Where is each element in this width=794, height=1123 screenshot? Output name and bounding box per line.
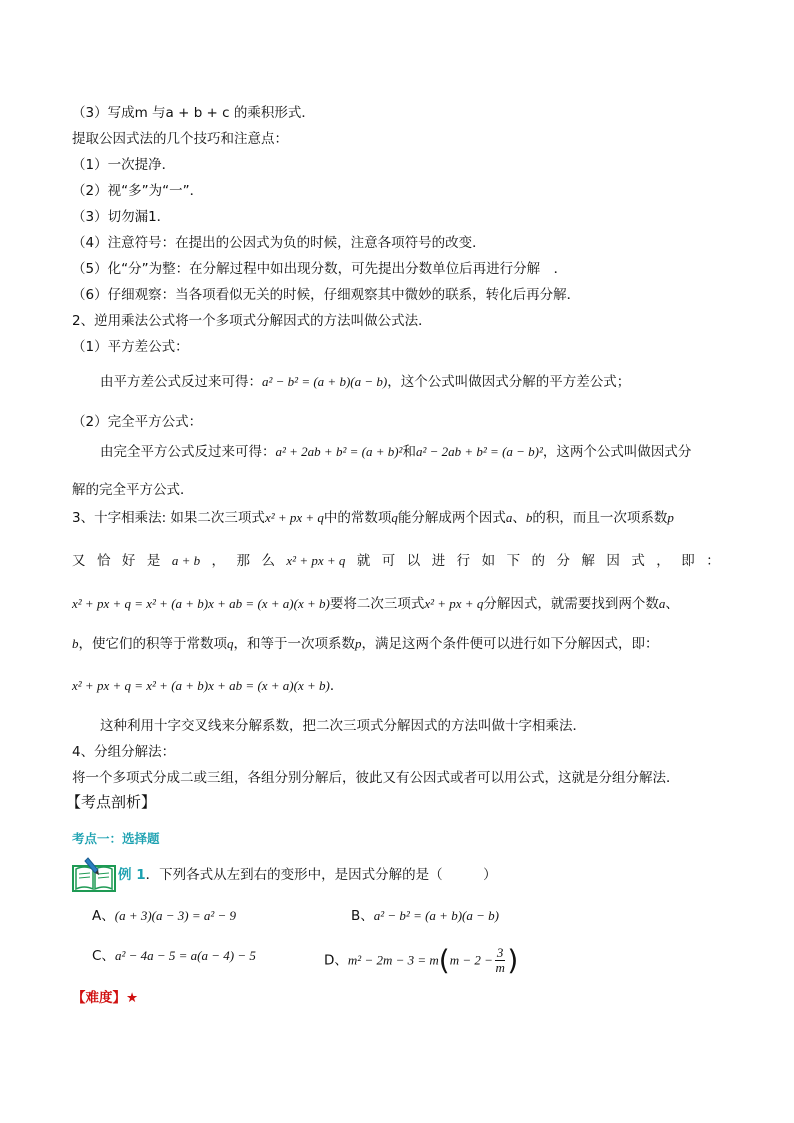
text-line: （4）注意符号：在提出的公因式为负的时候，注意各项符号的改变． [72, 235, 486, 251]
justified-token: 的 [531, 553, 546, 569]
justified-token: 因 [606, 553, 620, 569]
option-b: B、a² − b² = (a + b)(a − b) [351, 908, 499, 924]
justified-token: 行 [456, 553, 471, 569]
justified-token: 好 [121, 553, 136, 569]
subsection-heading: 考点一：选择题 [72, 831, 160, 846]
formula-line: x² + px + q = x² + (a + b)x + ab = (x + a)(x + b)． [72, 678, 344, 694]
star-rating: ★ [126, 990, 139, 1006]
justified-token: ， [656, 553, 670, 569]
justified-token: 么 [261, 553, 275, 569]
justified-token: 分 [556, 553, 570, 569]
formula-line: 由完全平方公式反过来可得：a² + 2ab + b² = (a + b)²和a² − 2ab + b² = (a − b)²，这两个公式叫做因式分 [100, 444, 692, 460]
book-pencil-icon [72, 856, 116, 892]
justified-line [72, 551, 720, 571]
fraction: $\frac{3}{m}$ [495, 945, 505, 975]
justified-token: 那 [236, 553, 250, 569]
justified-token: 式 [631, 553, 645, 569]
text-line: （6）仔细观察：当各项看似无关的时候，仔细观察其中微妙的联系，转化后再分解． [72, 287, 581, 303]
justified-token: 就 [356, 553, 371, 569]
justified-token: 是 [146, 553, 161, 569]
text-line: 将一个多项式分成二或三组，各组分别分解后，彼此又有公因式或者可以用公式，这就是分组分解法． [72, 770, 680, 786]
option-a: A、(a + 3)(a − 3) = a² − 9 [92, 908, 237, 924]
justified-token: 可 [381, 553, 396, 569]
justified-token: ， [211, 553, 226, 569]
text-line: 2、逆用乘法公式将一个多项式分解因式的方法叫做公式法． [72, 313, 432, 329]
justified-token: 恰 [96, 553, 111, 569]
text-line: 4、分组分解法： [72, 744, 176, 760]
text-line: （2）视“多”为“一”． [72, 183, 204, 199]
text-line: （2）完全平方公式： [72, 414, 203, 430]
justified-token: 进 [431, 553, 446, 569]
text-line: 解的完全平方公式． [72, 482, 194, 498]
formula-line: x² + px + q = x² + (a + b)x + ab = (x + a)(x + b)要将二次三项式x² + px + q分解因式，就需要找到两个数a、 [72, 596, 679, 612]
justified-token: 以 [406, 553, 421, 569]
justified-token: 又 [72, 553, 86, 569]
example-question: 例 1．下列各式从左到右的变形中，是因式分解的是（ ） [118, 867, 497, 883]
text-line: （3）切勿漏1． [72, 209, 171, 225]
justified-token: a + b [171, 553, 201, 568]
section-heading: 【考点剖析】 [66, 793, 157, 811]
option-d: D、m² − 2m − 3 = m(m − 2 − $\frac{3}{m}$ ) [324, 943, 519, 977]
justified-token: ： [706, 553, 720, 569]
text-line: （3）写成m 与a + b + c 的乘积形式． [72, 105, 315, 121]
formula-line: 由平方差公式反过来可得：a² − b² = (a + b)(a − b)，这个公式叫做因式分解的平方差公式； [100, 374, 631, 390]
justified-token: 如 [481, 553, 496, 569]
text-line: （5）化“分”为整：在分解过程中如出现分数，可先提出分数单位后再进行分解 ． [72, 261, 568, 277]
option-c: C、a² − 4a − 5 = a(a − 4) − 5 [92, 948, 256, 964]
text-line: 3、十字相乘法: 如果二次三项式x² + px + q中的常数项q能分解成两个因式a、b的积，而且一次项系数p [72, 510, 674, 526]
text-line: 这种利用十字交叉线来分解系数，把二次三项式分解因式的方法叫做十字相乘法． [100, 718, 586, 734]
difficulty: 【难度】★ [72, 990, 139, 1006]
justified-token: 解 [581, 553, 595, 569]
text-line: b，使它们的积等于常数项q，和等于一次项系数p，满足这两个条件便可以进行如下分解因式，即： [72, 636, 659, 652]
text-line: （1）一次提净． [72, 157, 176, 173]
text-line: 提取公因式法的几个技巧和注意点： [72, 131, 288, 147]
justified-token: x² + px + q [286, 553, 346, 568]
text-line: （1）平方差公式： [72, 339, 189, 355]
justified-token: 下 [506, 553, 521, 569]
justified-token: 即 [681, 553, 695, 569]
